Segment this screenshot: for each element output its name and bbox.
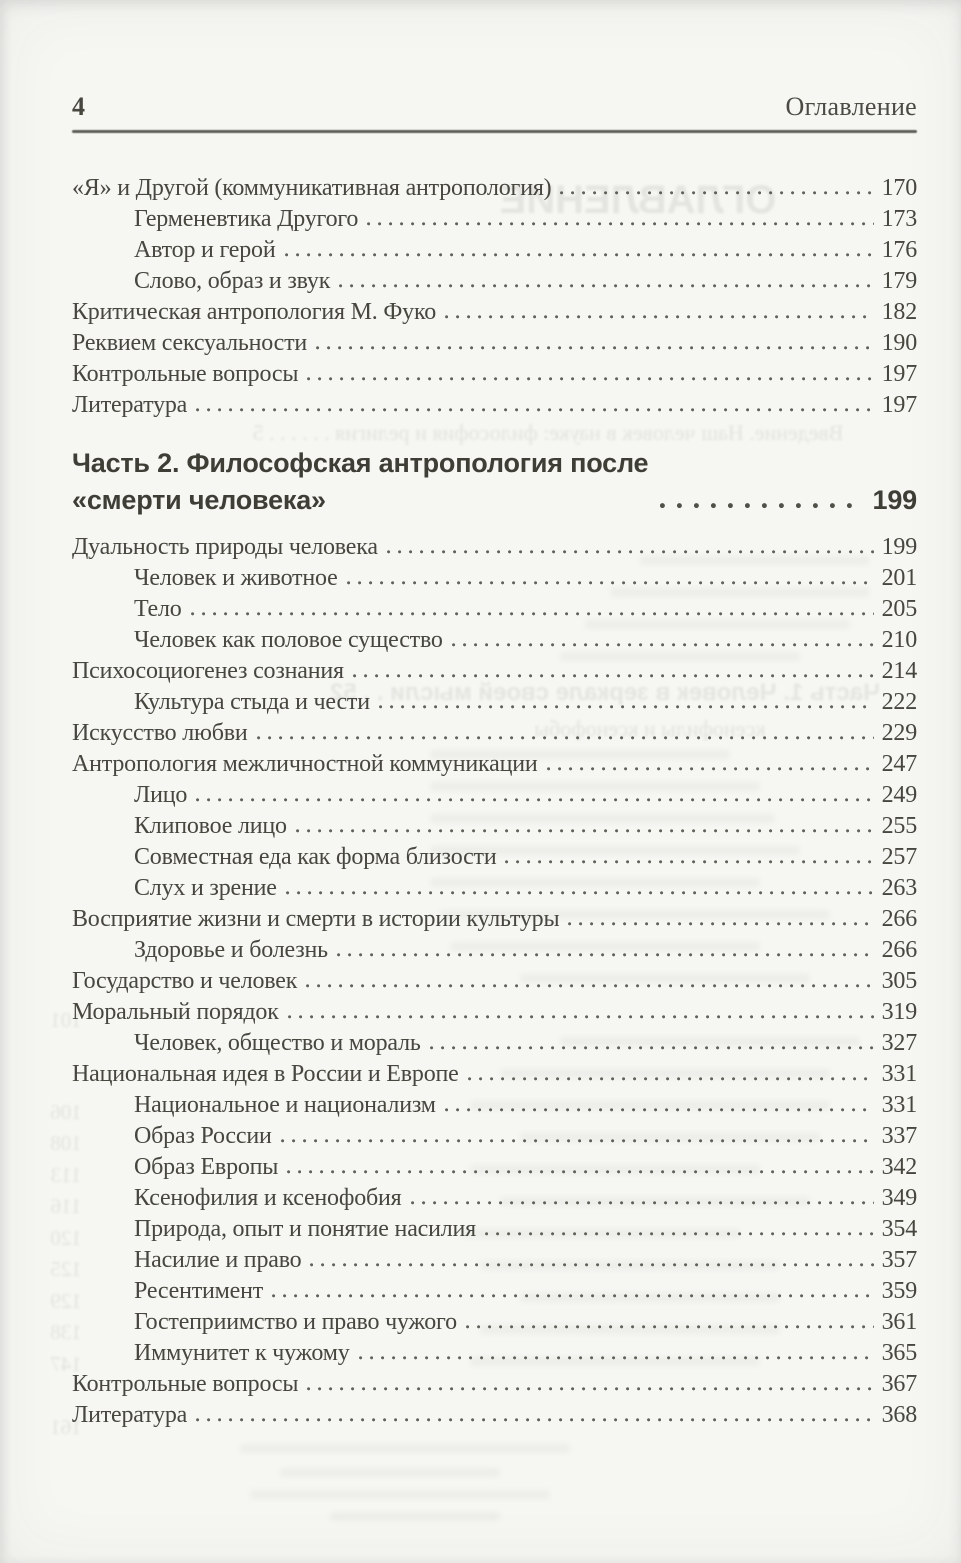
page-number: 4 (72, 92, 86, 121)
toc-entry (72, 904, 917, 935)
dot-leader (257, 736, 874, 740)
dot-leader (191, 612, 874, 616)
toc-entry (72, 297, 917, 328)
toc-entry-page: 205 (881, 596, 917, 622)
bleedthrough-smudge (250, 1490, 550, 1499)
toc-entry-title: Клиповое лицо (134, 813, 287, 839)
toc-entry (72, 656, 917, 687)
dot-leader (466, 1325, 874, 1329)
dot-leader (306, 984, 873, 988)
toc-entry-title: Ксенофилия и ксенофобия (134, 1185, 402, 1211)
toc-entry-title: Образ России (134, 1123, 272, 1149)
toc-entry (72, 173, 917, 204)
toc-entry-title: Гостеприимство и право чужого (134, 1309, 457, 1335)
toc-entry (72, 235, 917, 266)
page-header (72, 92, 917, 122)
toc-entry-title: Человек, общество и мораль (134, 1030, 421, 1056)
toc-entry (72, 873, 917, 904)
toc-entry-page: 182 (881, 299, 917, 325)
toc-entry-title: Критическая антропология М. Фуко (72, 299, 436, 325)
toc-entry-page: 190 (881, 330, 917, 356)
toc-entry-page: 327 (881, 1030, 917, 1056)
bleedthrough-text: 108 (50, 1131, 82, 1155)
toc-entry (72, 563, 917, 594)
toc-entry (72, 749, 917, 780)
toc-entry-page: 354 (881, 1216, 917, 1242)
toc-entry (72, 1214, 917, 1245)
toc-entry-page: 199 (881, 534, 917, 560)
toc-entry-title: Слово, образ и звук (134, 268, 331, 294)
toc-entry-page: 222 (881, 689, 917, 715)
toc-entry (72, 266, 917, 297)
toc-entry (72, 966, 917, 997)
toc-entry-page: 210 (881, 627, 917, 653)
toc-entry-title: Ресентимент (134, 1278, 264, 1304)
toc-entry-title: Человек как половое существо (134, 627, 443, 653)
toc-entry-page: 257 (881, 844, 917, 870)
toc-entry (72, 204, 917, 235)
dot-leader (286, 891, 874, 895)
bleedthrough-text: ОГЛАВЛЕНИЕ (499, 178, 777, 222)
toc-entry (72, 594, 917, 625)
toc-entry-page: 229 (881, 720, 917, 746)
toc-entry (72, 1276, 917, 1307)
toc-entry (72, 842, 917, 873)
dot-leader (547, 767, 874, 771)
toc-entry (72, 1090, 917, 1121)
toc-entry (72, 328, 917, 359)
toc-entry (72, 1183, 917, 1214)
dot-leader (430, 1046, 874, 1050)
bleedthrough-text: Часть 1. Человек в зеркале своей мысли . . 52 (330, 679, 880, 706)
toc-entry (72, 532, 917, 563)
dot-leader (196, 1418, 873, 1422)
bleedthrough-text: 129 (50, 1289, 82, 1313)
toc-entry (72, 625, 917, 656)
dot-leader (296, 829, 874, 833)
bleedthrough-text: Введение. Наш человек в науке: философия и религия . . . . . . 5 (252, 420, 844, 445)
toc-entry-title: Восприятие жизни и смерти в истории культуры (72, 906, 560, 932)
toc-entry-title: Насилие и право (134, 1247, 302, 1273)
dot-leader (288, 1015, 874, 1019)
toc-entry-title: Искусство любви (72, 720, 248, 746)
toc-entry (72, 1400, 917, 1431)
toc-entry-page: 197 (881, 361, 917, 387)
toc-entry-page: 201 (881, 565, 917, 591)
toc-entry-title: Реквием сексуальности (72, 330, 308, 356)
toc-entry (72, 811, 917, 842)
dot-leader (285, 253, 874, 257)
toc-entry (72, 390, 917, 421)
toc-entry-title: Дуальность природы человека (72, 534, 378, 560)
toc-list (72, 173, 917, 1431)
toc-entry-page: 266 (881, 937, 917, 963)
toc-entry-title: Слух и зрение (134, 875, 277, 901)
dot-leader (281, 1139, 874, 1143)
dot-leader (316, 346, 874, 350)
dot-leader (505, 860, 873, 864)
dot-leader (445, 315, 874, 319)
toc-entry (72, 687, 917, 718)
bleedthrough-text: 101 (50, 1008, 82, 1032)
toc-entry-page: 249 (881, 782, 917, 808)
dot-leader (560, 191, 873, 195)
toc-entry-title: Герменевтика Другого (134, 206, 359, 232)
dot-leader (452, 643, 874, 647)
toc-entry-page: 359 (881, 1278, 917, 1304)
dot-leader (272, 1294, 874, 1298)
dot-leader (387, 550, 874, 554)
toc-entry (72, 1121, 917, 1152)
bleedthrough-text: 147 (50, 1352, 82, 1376)
toc-entry-title: Контрольные вопросы (72, 1371, 299, 1397)
toc-entry-page: 361 (881, 1309, 917, 1335)
toc-entry-page: 337 (881, 1123, 917, 1149)
toc-entry-title: Психосоциогенез сознания (72, 658, 344, 684)
toc-entry-title: «Я» и Другой (коммуникативная антропология) (72, 175, 552, 201)
toc-entry-page: 368 (881, 1402, 917, 1428)
toc-entry-page: 349 (881, 1185, 917, 1211)
bleedthrough-text: ксенофилы и ксенофобы (534, 716, 766, 741)
dot-leader (353, 674, 874, 678)
toc-entry-page: 176 (881, 237, 917, 263)
toc-entry (72, 718, 917, 749)
toc-entry-title: Образ Европы (134, 1154, 279, 1180)
toc-entry-title: Государство и человек (72, 968, 298, 994)
toc-entry-title: Антропология межличностной коммуникации (72, 751, 538, 777)
dot-leader (337, 953, 874, 957)
dot-leader (307, 377, 873, 381)
toc-entry-title: Тело (134, 596, 182, 622)
toc-entry-title: Контрольные вопросы (72, 361, 299, 387)
bleedthrough-text: 116 (50, 1194, 82, 1218)
toc-entry (72, 1152, 917, 1183)
toc-entry-page: 331 (881, 1092, 917, 1118)
bleedthrough-smudge (280, 1468, 500, 1477)
running-title: Оглавление (785, 92, 917, 121)
toc-entry (72, 1245, 917, 1276)
header-rule (72, 130, 917, 133)
toc-entry (72, 935, 917, 966)
dot-leader (468, 1077, 874, 1081)
dot-leader (379, 705, 874, 709)
toc-entry-title: Национальная идея в России и Европе (72, 1061, 459, 1087)
toc-entry-page: 319 (881, 999, 917, 1025)
toc-entry-title: Иммунитет к чужому (134, 1340, 350, 1366)
toc-part-heading (72, 445, 917, 519)
dot-leader (287, 1170, 873, 1174)
toc-entry-page: 331 (881, 1061, 917, 1087)
toc-entry-title: Национальное и национализм (134, 1092, 436, 1118)
toc-entry-title: Литература (72, 392, 188, 418)
bleedthrough-text: 120 (50, 1226, 82, 1250)
dot-leader (310, 1263, 873, 1267)
toc-entry (72, 997, 917, 1028)
bleedthrough-text: 138 (50, 1320, 82, 1344)
dot-leader (339, 284, 873, 288)
toc-entry-page: 255 (881, 813, 917, 839)
dot-leader (367, 222, 873, 226)
toc-entry-page: 305 (881, 968, 917, 994)
toc-entry-title: Здоровье и болезнь (134, 937, 328, 963)
toc-entry (72, 1059, 917, 1090)
toc-entry-title: Литература (72, 1402, 188, 1428)
dot-leader (445, 1108, 874, 1112)
toc-entry-page: 367 (881, 1371, 917, 1397)
toc-entry (72, 1307, 917, 1338)
toc-entry (72, 1338, 917, 1369)
dot-leader (411, 1201, 874, 1205)
toc-entry (72, 1028, 917, 1059)
toc-entry-page: 170 (881, 175, 917, 201)
dot-leader (347, 581, 874, 585)
dot-leader (196, 408, 873, 412)
dot-leader (196, 798, 873, 802)
toc-entry-title: Совместная еда как форма близости (134, 844, 497, 870)
toc-entry-page: 266 (881, 906, 917, 932)
toc-part-page: 199 (872, 485, 917, 515)
toc-entry-page: 247 (881, 751, 917, 777)
toc-entry (72, 359, 917, 390)
toc-entry-page: 197 (881, 392, 917, 418)
dot-leader (307, 1387, 873, 1391)
toc-entry-page: 357 (881, 1247, 917, 1273)
bleedthrough-smudge (240, 1444, 570, 1453)
toc-entry (72, 1369, 917, 1400)
toc-entry-title: Лицо (134, 782, 188, 808)
toc-part-title: Часть 2. Философская антропология после «смерти человека» (72, 448, 649, 515)
toc-entry-page: 173 (881, 206, 917, 232)
dot-leader (359, 1356, 874, 1360)
bleedthrough-text: 113 (50, 1163, 82, 1187)
toc-entry-title: Культура стыда и чести (134, 689, 370, 715)
toc-entry-page: 179 (881, 268, 917, 294)
dot-leader (485, 1232, 874, 1236)
toc-entry-page: 263 (881, 875, 917, 901)
dot-leader (568, 922, 873, 926)
toc-entry-title: Автор и герой (134, 237, 276, 263)
toc-entry-page: 342 (881, 1154, 917, 1180)
bleedthrough-text: 106 (50, 1100, 82, 1124)
toc-entry (72, 780, 917, 811)
toc-entry-title: Природа, опыт и понятие насилия (134, 1216, 477, 1242)
toc-entry-page: 365 (881, 1340, 917, 1366)
bleedthrough-smudge (330, 1512, 500, 1521)
toc-entry-title: Человек и животное (134, 565, 338, 591)
bleedthrough-text: 125 (50, 1257, 82, 1281)
toc-entry-page: 214 (881, 658, 917, 684)
bleedthrough-text: 161 (50, 1415, 82, 1439)
dot-leader (660, 503, 862, 509)
toc-entry-title: Моральный порядок (72, 999, 279, 1025)
